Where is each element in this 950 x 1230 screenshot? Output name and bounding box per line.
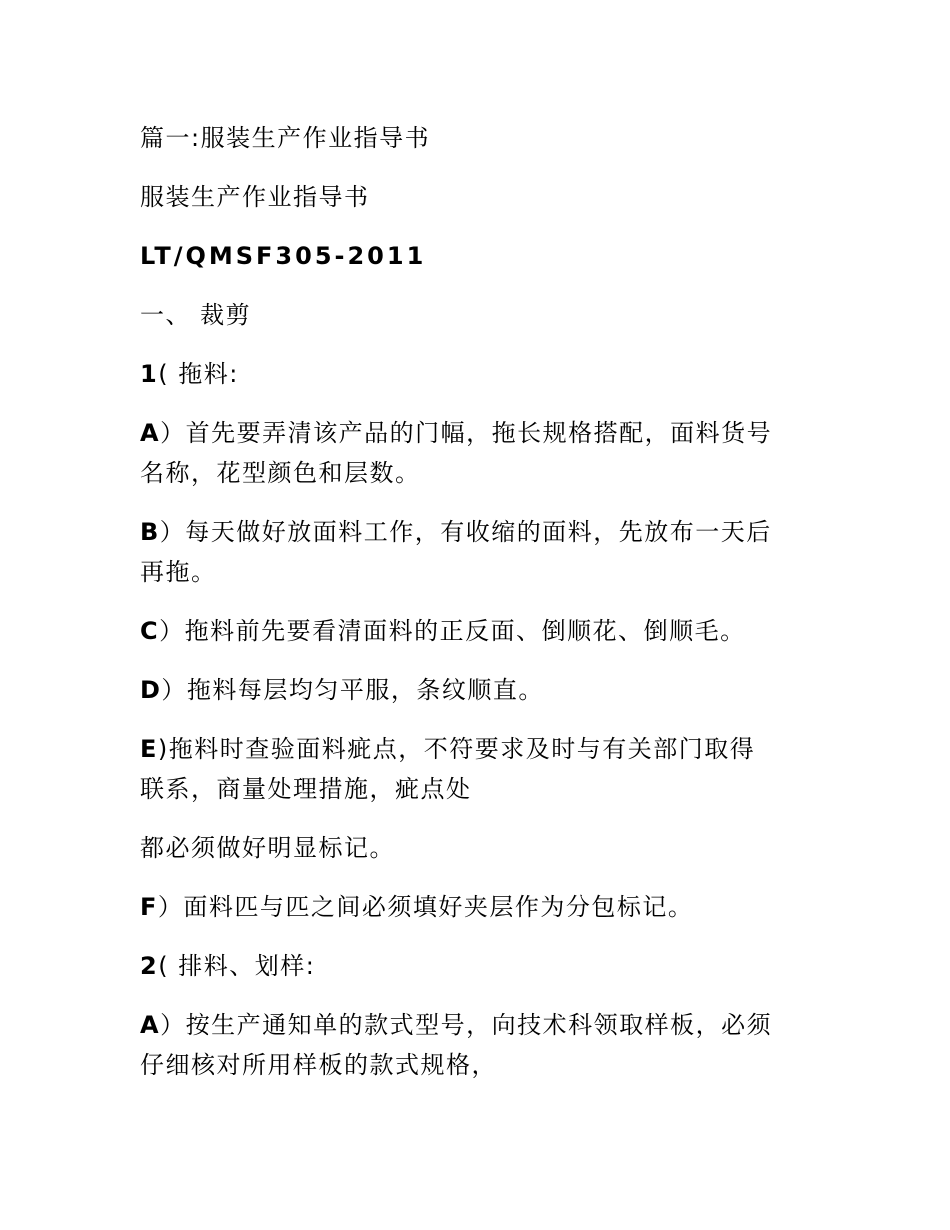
item-2-number: 2: [140, 952, 159, 980]
paragraph-1e: [140, 729, 820, 809]
paragraph-1f: [140, 887, 820, 927]
document-code: LT/QMSF305-2011: [140, 242, 427, 270]
paragraph-1a-label: A: [140, 419, 161, 447]
paragraph-1e-line2: 联系，商量处理措施，疵点处: [140, 775, 472, 803]
paragraph-1f-line1: ）面料匹与匹之间必须填好夹层作为分包标记。: [157, 893, 694, 921]
item-2-heading: [140, 946, 820, 986]
paragraph-1c-label: C: [140, 617, 160, 645]
paragraph-1d-line1: ）拖料每层均匀平服，条纹顺直。: [161, 676, 544, 704]
paragraph-1a-line2: 名称，花型颜色和层数。: [140, 459, 421, 487]
paragraph-1e-line1: )拖料时查验面料疵点，不符要求及时与有关部门取得: [157, 735, 756, 763]
document-subtitle: 服装生产作业指导书: [140, 183, 370, 211]
paragraph-2a: [140, 1005, 820, 1085]
paragraph-2a-label: A: [140, 1011, 161, 1039]
paragraph-2a-line1: ）按生产通知单的款式型号，向技术科领取样板，必须: [160, 1011, 773, 1039]
paragraph-1d: [140, 670, 820, 710]
paragraph-1c-line1: ）拖料前先要看清面料的正反面、倒顺花、倒顺毛。: [159, 617, 746, 645]
document-page: [140, 118, 820, 1085]
paragraph-1d-label: D: [140, 676, 162, 704]
item-2-text: ( 排料、划样:: [158, 952, 316, 980]
paragraph-1b-label: B: [140, 518, 160, 546]
item-1-number: 1: [140, 360, 159, 388]
paragraph-1b-line2: 再拖。: [140, 558, 217, 586]
paragraph-1f-label: F: [140, 893, 158, 921]
paragraph-1b: [140, 512, 820, 592]
paragraph-1b-line1: ）每天做好放面料工作，有收缩的面料，先放布一天后: [159, 518, 772, 546]
paragraph-1a: [140, 413, 820, 493]
item-1-heading: [140, 354, 820, 394]
document-title: 篇一:服装生产作业指导书: [140, 124, 431, 152]
paragraph-2a-line2: 仔细核对所用样板的款式规格，: [140, 1051, 497, 1079]
section-heading-cutting: 一、 裁剪: [140, 301, 252, 329]
paragraph-1e-label: E: [140, 735, 158, 763]
item-1-text: ( 拖料:: [158, 360, 239, 388]
paragraph-1e-line3: 都必须做好明显标记。: [140, 834, 395, 862]
paragraph-1c: [140, 611, 820, 651]
paragraph-1a-line1: ）首先要弄清该产品的门幅，拖长规格搭配，面料货号: [160, 419, 773, 447]
